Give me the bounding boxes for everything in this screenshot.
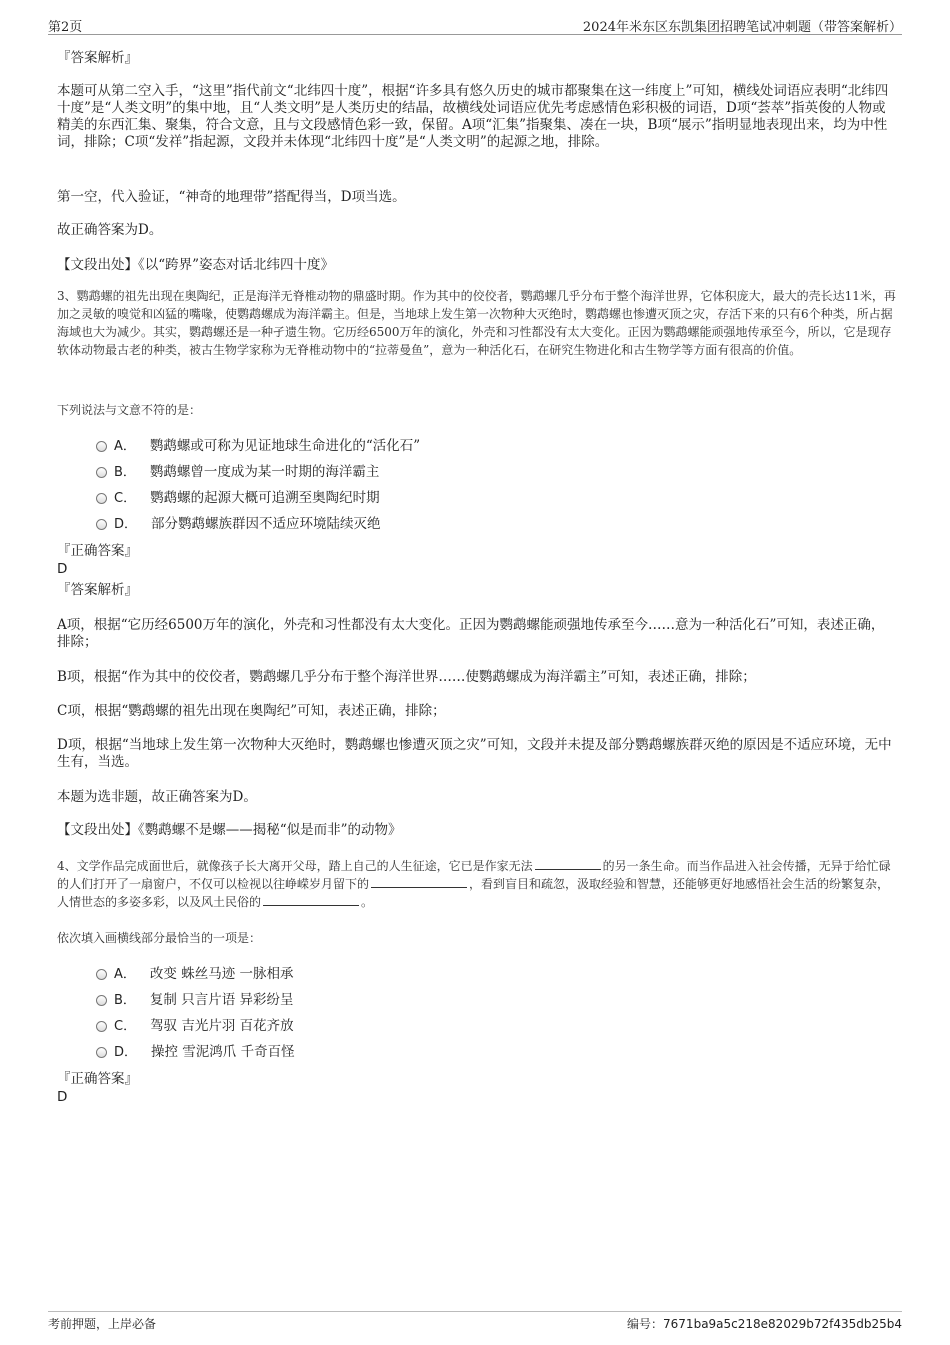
radio-button[interactable] xyxy=(96,969,107,980)
q3-answer-label: 『正确答案』 xyxy=(57,543,138,559)
page-header xyxy=(48,14,902,35)
radio-button[interactable] xyxy=(96,1047,107,1058)
q4-option-a[interactable]: A． 改变 蛛丝马迹 一脉相承 xyxy=(96,965,294,984)
q3-option-c[interactable]: C． 鹦鹉螺的起源大概可追溯至奥陶纪时期 xyxy=(96,489,380,508)
q4-option-c[interactable]: C． 驾驭 吉光片羽 百花齐放 xyxy=(96,1017,294,1036)
radio-button[interactable] xyxy=(96,493,107,504)
radio-button[interactable] xyxy=(96,519,107,530)
document-title: 2024年米东区东凯集团招聘笔试冲刺题（带答案解析） xyxy=(582,20,902,35)
q3-analysis-b: B项，根据“作为其中的佼佼者，鹦鹉螺几乎分布于整个海洋世界……使鹦鹉螺成为海洋霸主”可知，表述正确，排除； xyxy=(57,669,756,685)
q2-source: 【文段出处】《以“跨界”姿态对话北纬四十度》 xyxy=(57,257,335,273)
q2-analysis-label: 『答案解析』 xyxy=(57,50,138,66)
q4-passage: 4、文学作品完成面世后，就像孩子长大离开父母，踏上自己的人生征途，它已是作家无法 的另一条生命。而当作品进入社会传播，无异于给忙碌的人们打开了一扇窗户，不仅可以检视以往峥嵘岁月留下的 ，看到盲目和疏忽，汲取经验和智慧，还能够更好地感悟社会生活的纷繁复杂，人情世态的多姿多彩，以及风土民俗的 。 xyxy=(57,859,891,909)
q2-analysis-conclusion: 故正确答案为D。 xyxy=(57,222,163,238)
q3-source: 【文段出处】《鹦鹉螺不是螺——揭秘“似是而非”的动物》 xyxy=(57,822,402,838)
q3-answer: D xyxy=(57,561,68,577)
footer-slogan: 考前押题，上岸必备 xyxy=(48,1317,157,1331)
q4-question: 依次填入画横线部分最恰当的一项是： xyxy=(57,931,262,945)
q3-passage: 3、鹦鹉螺的祖先出现在奥陶纪，正是海洋无脊椎动物的鼎盛时期。作为其中的佼佼者，鹦鹉螺几乎分布于整个海洋世界，它体积庞大，最大的壳长达11米，再加之灵敏的嗅觉和凶猛的嘴喙，使鹦鹉螺成为海洋霸主。但是，当地球上发生第一次物种大灭绝时，鹦鹉螺也惨遭灭顶之灾，存活下来的只有6个种类，所占据海域也大为减少。其实，鹦鹉螺还是一种孑遗生物。它历经6500万年的演化，外壳和习性都没有太大变化。正因为鹦鹉螺能顽强地传承至今，所以，它是现存软体动物最古老的种类，被古生物学家称为无脊椎动物中的“拉蒂曼鱼”，意为一种活化石，在研究生物进化和古生物学等方面有很高的价值。 xyxy=(57,289,896,357)
q4-answer: D xyxy=(57,1089,68,1105)
radio-button[interactable] xyxy=(96,995,107,1006)
radio-button[interactable] xyxy=(96,1021,107,1032)
q3-question: 下列说法与文意不符的是： xyxy=(57,403,202,417)
q2-analysis-paragraph-2: 第一空，代入验证，“神奇的地理带”搭配得当，D项当选。 xyxy=(57,189,406,205)
q3-analysis-label: 『答案解析』 xyxy=(57,582,138,598)
radio-button[interactable] xyxy=(96,467,107,478)
q3-analysis-conclusion: 本题为选非题，故正确答案为D。 xyxy=(57,789,257,805)
q3-option-d[interactable]: D． 部分鹦鹉螺族群因不适应环境陆续灭绝 xyxy=(96,515,381,534)
blank-3 xyxy=(263,893,359,906)
q3-option-b[interactable]: B． 鹦鹉螺曾一度成为某一时期的海洋霸主 xyxy=(96,463,379,482)
radio-button[interactable] xyxy=(96,441,107,452)
q3-analysis-c: C项，根据“鹦鹉螺的祖先出现在奥陶纪”可知，表述正确，排除； xyxy=(57,703,446,719)
q3-option-a[interactable]: A． 鹦鹉螺或可称为见证地球生命进化的“活化石” xyxy=(96,437,420,456)
page-number: 第2页 xyxy=(48,20,83,35)
page-footer xyxy=(48,1311,902,1334)
q3-analysis-a: A项，根据“它历经6500万年的演化，外壳和习性都没有太大变化。正因为鹦鹉螺能顽强地传承至今……意为一种活化石”可知，表述正确，排除； xyxy=(57,617,885,650)
document-code: 编号：7671ba9a5c218e82029b72f435db25b4 xyxy=(627,1317,902,1331)
q3-analysis-d: D项，根据“当地球上发生第一次物种大灭绝时，鹦鹉螺也惨遭灭顶之灾”可知，文段并未提及部分鹦鹉螺族群灭绝的原因是不适应环境，无中生有，当选。 xyxy=(57,737,892,770)
blank-1 xyxy=(535,857,601,870)
q4-option-b[interactable]: B． 复制 只言片语 异彩纷呈 xyxy=(96,991,294,1010)
q2-analysis-paragraph: 本题可从第二空入手，“这里”指代前文“北纬四十度”，根据“许多具有悠久历史的城市都聚集在这一纬度上”可知，横线处词语应表明“北纬四十度”是“人类文明”的集中地，且“人类文明”是人类历史的结晶，故横线处词语应优先考虑感情色彩积极的词语，D项“荟萃”指英俊的人物或精美的东西汇集、聚集，符合文意，且与文段感情色彩一致，保留。A项“汇集”指聚集、凑在一块，B项“展示”指明显地表现出来，均为中性词，排除；C项“发祥”指起源，文段并未体现“北纬四十度”是“人类文明”的起源之地，排除。 xyxy=(57,83,889,150)
blank-2 xyxy=(371,875,467,888)
q4-answer-label: 『正确答案』 xyxy=(57,1071,138,1087)
q4-option-d[interactable]: D． 操控 雪泥鸿爪 千奇百怪 xyxy=(96,1043,295,1062)
